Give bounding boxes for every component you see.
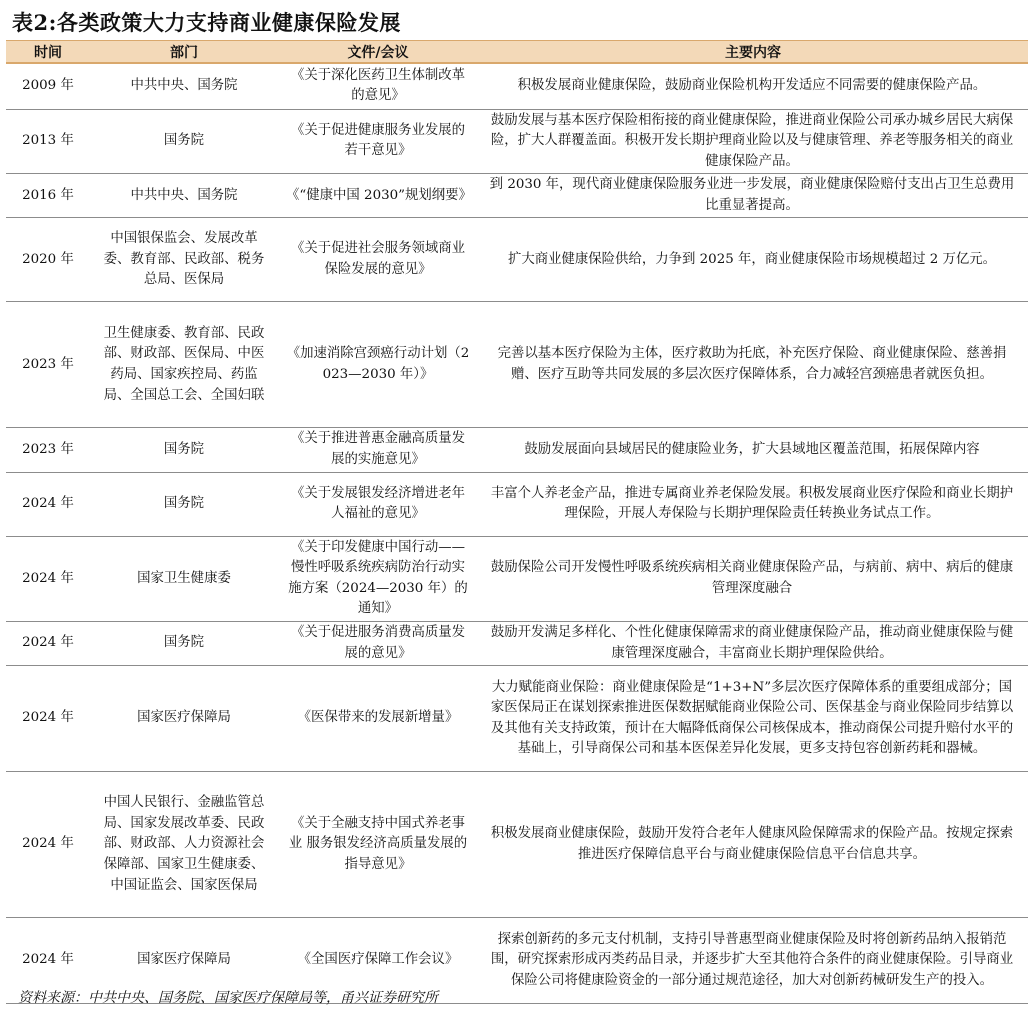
row-department: 国家医疗保障局	[90, 666, 278, 772]
table-row	[6, 218, 1028, 302]
table-row	[6, 302, 1028, 428]
table-row	[6, 472, 1028, 536]
row-document: 《关于促进社会服务领域商业保险发展的意见》	[278, 218, 478, 302]
table-row	[6, 63, 1028, 109]
header-department: 部门	[90, 41, 278, 64]
row-document: 《“健康中国 2030”规划纲要》	[278, 174, 478, 218]
header-document: 文件/会议	[278, 41, 478, 64]
row-year: 2024 年	[6, 666, 90, 772]
source-note: 资料来源：中共中央、国务院、国家医疗保障局等，甬兴证券研究所	[18, 990, 438, 1006]
row-document: 《关于发展银发经济增进老年人福祉的意见》	[278, 472, 478, 536]
row-department: 中国人民银行、金融监管总局、国家发展改革委、民政部、财政部、人力资源社会保障部、国家卫生健康委、中国证监会、国家医保局	[90, 772, 278, 918]
row-year: 2009 年	[6, 63, 90, 109]
table-row	[6, 109, 1028, 174]
row-department: 国家医疗保障局	[90, 918, 278, 1004]
table-row	[6, 772, 1028, 918]
row-document: 《关于全融支持中国式养老事业 服务银发经济高质量发展的指导意见》	[278, 772, 478, 918]
row-year: 2024 年	[6, 536, 90, 621]
row-year: 2024 年	[6, 918, 90, 1004]
table-row	[6, 666, 1028, 772]
row-document: 《加速消除宫颈癌行动计划（2023—2030 年）》	[278, 302, 478, 428]
row-content: 鼓励发展与基本医疗保险相衔接的商业健康保险，推进商业保险公司承办城乡居民大病保险，扩大人群覆盖面。积极开发长期护理商业险以及与健康管理、养老等服务相关的商业健康保险产品。	[478, 109, 1028, 174]
policy-table	[6, 40, 1028, 1004]
table-row	[6, 622, 1028, 666]
row-department: 国务院	[90, 622, 278, 666]
row-content: 丰富个人养老金产品，推进专属商业养老保险发展。积极发展商业医疗保险和商业长期护理保险，开展人寿保险与长期护理保险责任转换业务试点工作。	[478, 472, 1028, 536]
header-content: 主要内容	[478, 41, 1028, 64]
row-year: 2020 年	[6, 218, 90, 302]
row-department: 国务院	[90, 109, 278, 174]
row-year: 2013 年	[6, 109, 90, 174]
row-year: 2023 年	[6, 428, 90, 472]
row-document: 《全国医疗保障工作会议》	[278, 918, 478, 1004]
row-content: 到 2030 年，现代商业健康保险服务业进一步发展，商业健康保险赔付支出占卫生总费用比重显著提高。	[478, 174, 1028, 218]
table-row	[6, 428, 1028, 472]
row-department: 卫生健康委、教育部、民政部、财政部、医保局、中医药局、国家疾控局、药监局、全国总工会、全国妇联	[90, 302, 278, 428]
row-document: 《关于促进服务消费高质量发展的意见》	[278, 622, 478, 666]
row-content: 鼓励保险公司开发慢性呼吸系统疾病相关商业健康保险产品，与病前、病中、病后的健康管理深度融合	[478, 536, 1028, 621]
row-document: 《医保带来的发展新增量》	[278, 666, 478, 772]
row-document: 《关于印发健康中国行动——慢性呼吸系统疾病防治行动实施方案（2024—2030 年）的通知》	[278, 536, 478, 621]
row-document: 《关于推进普惠金融高质量发展的实施意见》	[278, 428, 478, 472]
row-department: 中共中央、国务院	[90, 174, 278, 218]
row-year: 2024 年	[6, 472, 90, 536]
row-content: 鼓励发展面向县域居民的健康险业务，扩大县域地区覆盖范围，拓展保障内容	[478, 428, 1028, 472]
row-department: 国务院	[90, 428, 278, 472]
row-document: 《关于促进健康服务业发展的若干意见》	[278, 109, 478, 174]
row-year: 2024 年	[6, 772, 90, 918]
row-content: 积极发展商业健康保险，鼓励开发符合老年人健康风险保障需求的保险产品。按规定探索推进医疗保障信息平台与商业健康保险信息平台信息共享。	[478, 772, 1028, 918]
table-row	[6, 536, 1028, 621]
row-content: 探索创新药的多元支付机制，支持引导普惠型商业健康保险及时将创新药品纳入报销范围，研究探索形成丙类药品目录，并逐步扩大至其他符合条件的商业健康保险。引导商业保险公司将健康险资金的一部分通过规范途径，加大对创新药械研发生产的投入。	[478, 918, 1028, 1004]
header-time: 时间	[6, 41, 90, 64]
row-department: 中国银保监会、发展改革委、教育部、民政部、税务总局、医保局	[90, 218, 278, 302]
row-content: 完善以基本医疗保险为主体，医疗救助为托底，补充医疗保险、商业健康保险、慈善捐赠、医疗互助等共同发展的多层次医疗保障体系，合力减轻宫颈癌患者就医负担。	[478, 302, 1028, 428]
row-content: 扩大商业健康保险供给，力争到 2025 年，商业健康保险市场规模超过 2 万亿元。	[478, 218, 1028, 302]
row-year: 2023 年	[6, 302, 90, 428]
row-document: 《关于深化医药卫生体制改革的意见》	[278, 63, 478, 109]
row-department: 国务院	[90, 472, 278, 536]
row-content: 积极发展商业健康保险，鼓励商业保险机构开发适应不同需要的健康保险产品。	[478, 63, 1028, 109]
row-department: 国家卫生健康委	[90, 536, 278, 621]
row-content: 大力赋能商业保险：商业健康保险是“1+3+N”多层次医疗保障体系的重要组成部分；国家医保局正在谋划探索推进医保数据赋能商业保险公司、医保基金与商业保险同步结算以及其他有关支持政策，预计在大幅降低商保公司核保成本，推动商保公司提升赔付水平的基础上，引导商保公司和基本医保差异化发展，更多支持包容创新药耗和器械。	[478, 666, 1028, 772]
table-title: 表2:各类政策大力支持商业健康保险发展	[12, 10, 401, 35]
row-year: 2024 年	[6, 622, 90, 666]
row-content: 鼓励开发满足多样化、个性化健康保障需求的商业健康保险产品，推动商业健康保险与健康管理深度融合，丰富商业长期护理保险供给。	[478, 622, 1028, 666]
row-year: 2016 年	[6, 174, 90, 218]
table-row	[6, 174, 1028, 218]
row-department: 中共中央、国务院	[90, 63, 278, 109]
table-header-row	[6, 41, 1028, 64]
